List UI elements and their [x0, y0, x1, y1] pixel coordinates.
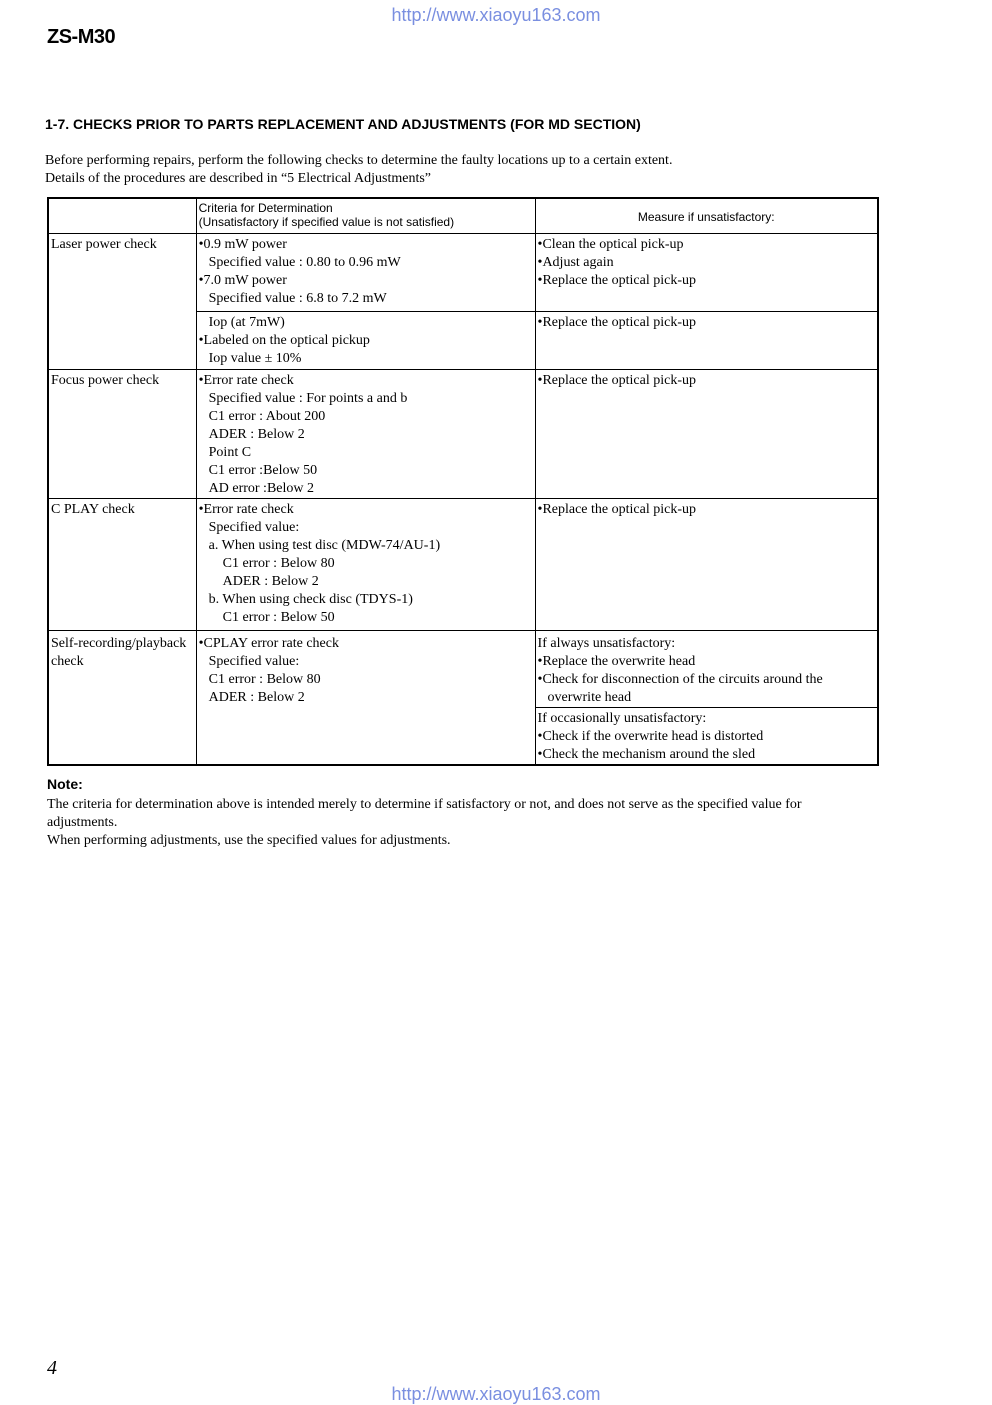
measure-line: • Replace the optical pick-up — [538, 314, 875, 332]
criteria-line: Specified value: — [208, 654, 300, 669]
note-body — [47, 796, 877, 850]
criteria-line: • Labeled on the optical pickup — [199, 332, 533, 350]
criteria-line: ADER : Below 2 — [208, 427, 305, 442]
criteria-line: Iop value ± 10% — [208, 351, 302, 366]
check-name-cell — [48, 370, 196, 499]
note-line: The criteria for determination above is intended merely to determine if satisfactory or not, and does not serve as the specified value for — [47, 797, 802, 812]
check-name: check — [51, 654, 84, 669]
check-name-cell — [48, 631, 196, 766]
criteria-line: Point C — [208, 445, 252, 460]
measure-line: • Check for disconnection of the circuits around the — [538, 671, 875, 689]
criteria-line: ADER : Below 2 — [222, 574, 319, 589]
header-url[interactable]: http://www.xiaoyu163.com — [391, 5, 601, 25]
criteria-line: C1 error : About 200 — [208, 409, 326, 424]
check-name: Focus power check — [51, 373, 160, 388]
header-criteria-note: (Unsatisfactory if specified value is not satisfied) — [198, 215, 455, 229]
measure-cell — [535, 234, 878, 312]
check-name-cell — [48, 499, 196, 631]
criteria-cell — [196, 631, 535, 766]
check-name: Laser power check — [51, 237, 157, 252]
check-name: Self-recording/playback — [51, 636, 187, 651]
criteria-line: a. When using test disc (MDW-74/AU-1) — [208, 538, 441, 553]
measure-cell — [535, 631, 878, 708]
measure-line: • Clean the optical pick-up — [538, 236, 875, 254]
measure-line: • Replace the overwrite head — [538, 653, 875, 671]
measure-line: • Adjust again — [538, 254, 875, 272]
criteria-cell — [196, 312, 535, 370]
criteria-line: • 7.0 mW power — [199, 272, 533, 290]
intro-text — [45, 152, 672, 188]
criteria-line: • Error rate check — [199, 501, 533, 519]
criteria-line: ADER : Below 2 — [208, 690, 305, 705]
criteria-line: b. When using check disc (TDYS-1) — [208, 592, 413, 607]
measure-line: • Check the mechanism around the sled — [538, 746, 875, 764]
header-measure-cell: Measure if unsatisfactory: — [535, 198, 878, 234]
measure-line: • Replace the optical pick-up — [538, 272, 875, 290]
table-header-row — [48, 198, 878, 234]
criteria-cell — [196, 370, 535, 499]
measure-heading: If always unsatisfactory: — [537, 636, 676, 651]
note-title: Note: — [47, 776, 83, 792]
criteria-cell — [196, 499, 535, 631]
criteria-line: Specified value: — [208, 520, 300, 535]
header-empty-cell — [48, 198, 196, 234]
section-title: 1-7. CHECKS PRIOR TO PARTS REPLACEMENT AND ADJUSTMENTS (FOR MD SECTION) — [45, 116, 641, 132]
note-line: adjustments. — [47, 815, 118, 830]
measure-cell — [535, 370, 878, 499]
criteria-line: Specified value : For points a and b — [208, 391, 408, 406]
measure-cell — [535, 312, 878, 370]
page-number: 4 — [47, 1357, 57, 1379]
criteria-line: • Error rate check — [199, 372, 533, 390]
measure-cell — [535, 708, 878, 766]
criteria-cell — [196, 234, 535, 312]
table-row — [48, 499, 878, 631]
measure-line: • Check if the overwrite head is distorted — [538, 728, 875, 746]
checks-table — [47, 197, 879, 766]
note-line: When performing adjustments, use the specified values for adjustments. — [47, 833, 451, 848]
check-name: C PLAY check — [51, 502, 135, 517]
header-criteria-cell — [196, 198, 535, 234]
measure-line: overwrite head — [547, 690, 632, 705]
criteria-line: • 0.9 mW power — [199, 236, 533, 254]
table-row — [48, 234, 878, 312]
intro-line: Details of the procedures are described in “5 Electrical Adjustments” — [45, 171, 432, 186]
criteria-line: AD error :Below 2 — [208, 481, 315, 496]
criteria-line: Specified value : 6.8 to 7.2 mW — [208, 291, 387, 306]
measure-cell — [535, 499, 878, 631]
criteria-line: C1 error :Below 50 — [208, 463, 318, 478]
model-name: ZS-M30 — [47, 26, 116, 48]
criteria-line: C1 error : Below 50 — [222, 610, 335, 625]
intro-line: Before performing repairs, perform the following checks to determine the faulty locations up to a certain extent. — [45, 153, 673, 168]
table-row — [48, 370, 878, 499]
footer-url[interactable]: http://www.xiaoyu163.com — [391, 1384, 601, 1404]
criteria-line: C1 error : Below 80 — [208, 672, 321, 687]
criteria-line: C1 error : Below 80 — [222, 556, 335, 571]
check-name-cell — [48, 234, 196, 370]
criteria-line: Specified value : 0.80 to 0.96 mW — [208, 255, 401, 270]
measure-line: • Replace the optical pick-up — [538, 372, 875, 390]
measure-line: • Replace the optical pick-up — [538, 501, 875, 519]
criteria-line: Iop (at 7mW) — [208, 315, 285, 330]
criteria-line: • CPLAY error rate check — [199, 635, 533, 653]
header-criteria-title: Criteria for Determination — [198, 201, 333, 215]
table-row — [48, 631, 878, 708]
measure-heading: If occasionally unsatisfactory: — [537, 711, 707, 726]
